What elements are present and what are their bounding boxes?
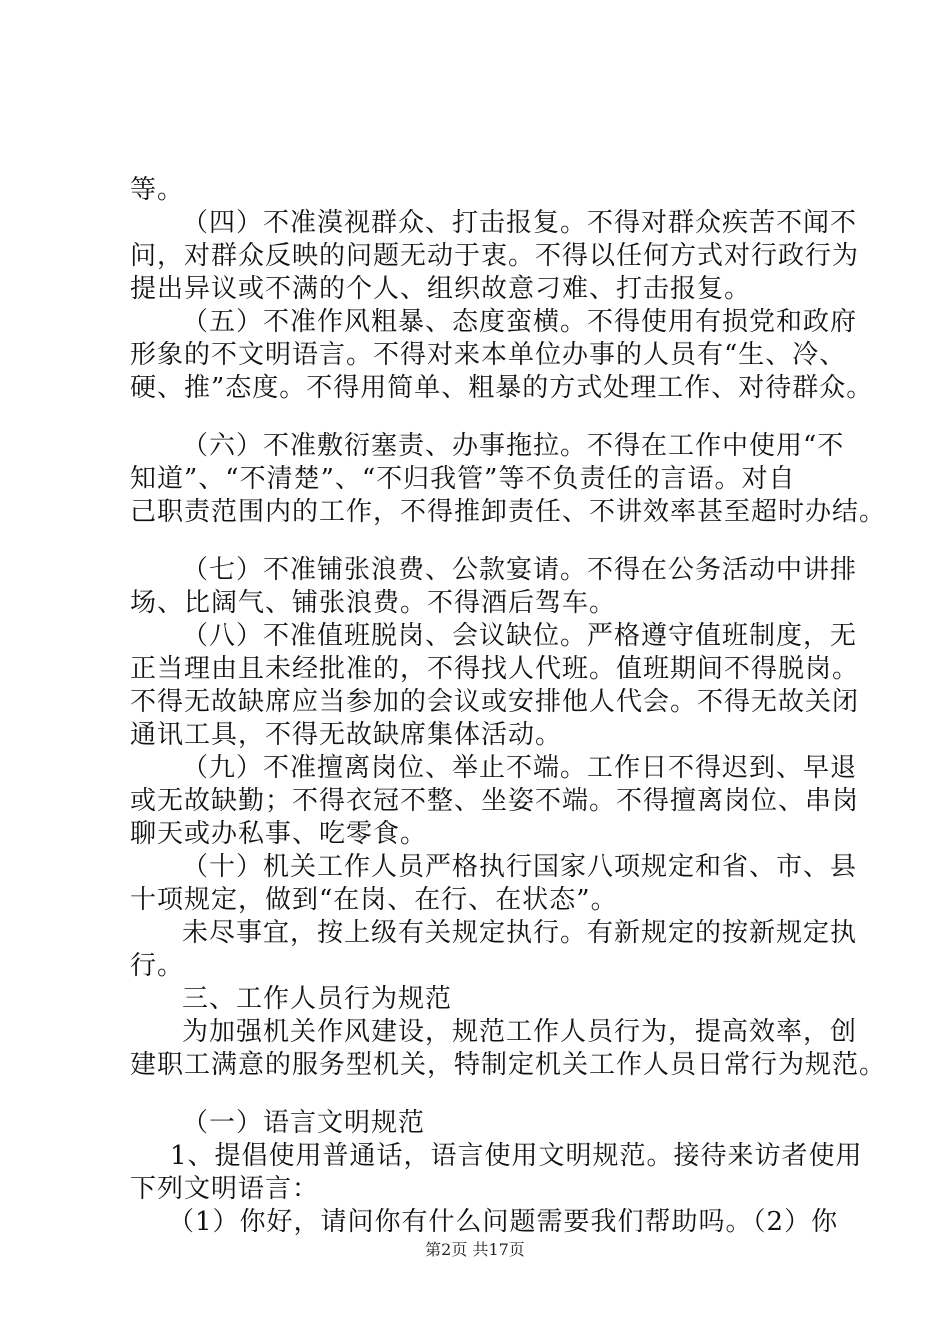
text-line: （九）不准擅离岗位、举止不端。工作日不得迟到、早退 — [182, 753, 858, 783]
text-line: 建职工满意的服务型机关，特制定机关工作人员日常行为规范。 — [130, 1050, 887, 1080]
text-line: （六）不准敷衍塞责、办事拖拉。不得在工作中使用“不 — [182, 431, 845, 461]
section-heading: 三、工作人员行为规范 — [182, 984, 453, 1014]
text-line: 不得无故缺席应当参加的会议或安排他人代会。不得无故关闭 — [130, 687, 860, 717]
text-line: 问，对群众反映的问题无动于衷。不得以任何方式对行政行为 — [130, 241, 860, 271]
text-line: 未尽事宜，按上级有关规定执行。有新规定的按新规定执 — [182, 918, 858, 948]
text-line: （七）不准铺张浪费、公款宴请。不得在公务活动中讲排 — [182, 555, 858, 585]
text-line: 己职责范围内的工作，不得推卸责任、不讲效率甚至超时办结。 — [130, 497, 887, 527]
text-line: 场、比阔气、铺张浪费。不得酒后驾车。 — [130, 588, 617, 618]
text-line: 或无故缺勤；不得衣冠不整、坐姿不端。不得擅离岗位、串岗 — [130, 786, 860, 816]
text-line: （八）不准值班脱岗、会议缺位。严格遵守值班制度，无 — [182, 621, 858, 651]
text-line: （十）机关工作人员严格执行国家八项规定和省、市、县 — [182, 852, 858, 882]
text-line: 等。 — [130, 175, 185, 205]
text-line: 为加强机关作风建设，规范工作人员行为，提高效率，创 — [182, 1017, 858, 1047]
text-line: 1、提倡使用普通话，语言使用文明规范。接待来访者使用 — [170, 1141, 863, 1171]
text-line: 形象的不文明语言。不得对来本单位办事的人员有“生、冷、 — [130, 340, 847, 370]
text-line: （五）不准作风粗暴、态度蛮横。不得使用有损党和政府 — [182, 307, 858, 337]
text-line: 知道”、“不清楚”、“不归我管”等不负责任的言语。对自 — [130, 464, 796, 494]
subsection-heading: （一）语言文明规范 — [182, 1108, 426, 1138]
text-line: 行。 — [130, 951, 185, 981]
text-line: 正当理由且未经批准的，不得找人代班。值班期间不得脱岗。 — [130, 654, 860, 684]
text-line: （1）你好，请问你有什么问题需要我们帮助吗。（2）你 — [168, 1207, 839, 1237]
text-line: 硬、推”态度。不得用简单、粗暴的方式处理工作、对待群众。 — [130, 373, 874, 403]
text-line: 提出异议或不满的个人、组织故意刁难、打击报复。 — [130, 274, 752, 304]
text-line: 通讯工具，不得无故缺席集体活动。 — [130, 720, 563, 750]
text-line: 十项规定，做到“在岗、在行、在状态”。 — [130, 885, 618, 915]
text-line: （四）不准漠视群众、打击报复。不得对群众疾苦不闻不 — [182, 208, 858, 238]
text-line: 下列文明语言： — [130, 1174, 320, 1204]
text-line: 聊天或办私事、吃零食。 — [130, 819, 428, 849]
page-number-footer: 第2页 共17页 — [425, 1240, 525, 1259]
